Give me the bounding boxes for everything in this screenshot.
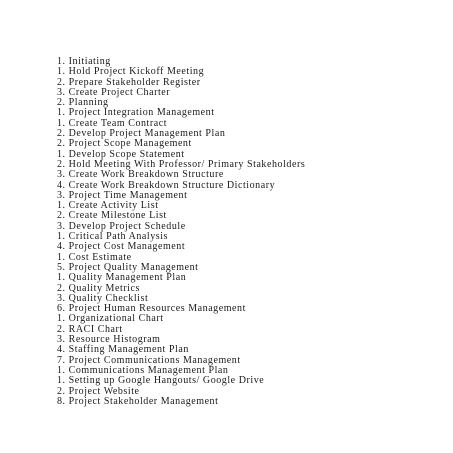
outline-item: 1. Hold Project Kickoff Meeting bbox=[57, 66, 205, 78]
outline-item: 3. Project Time Management bbox=[57, 189, 188, 201]
outline-item: 3. Create Project Charter bbox=[57, 86, 171, 98]
outline-item: 3. Resource Histogram bbox=[57, 334, 161, 346]
outline-item: 1. Cost Estimate bbox=[57, 251, 132, 263]
outline-item: 1. Critical Path Analysis bbox=[57, 231, 168, 243]
outline-item: 2. Planning bbox=[57, 97, 109, 109]
outline-item: 2. Hold Meeting With Professor/ Primary Stakeholders bbox=[57, 158, 306, 170]
outline-item: 1. Create Team Contract bbox=[57, 117, 168, 129]
outline-item: 1. Communications Management Plan bbox=[57, 364, 229, 376]
outline-item: 6. Project Human Resources Management bbox=[57, 303, 246, 315]
outline-item: 4. Create Work Breakdown Structure Dictionary bbox=[57, 179, 276, 191]
outline-item: 4. Staffing Management Plan bbox=[57, 344, 189, 356]
outline-item: 2. Create Milestone List bbox=[57, 210, 167, 222]
outline-item: 2. Prepare Stakeholder Register bbox=[57, 76, 201, 88]
outline-item: 2. Project Scope Management bbox=[57, 138, 192, 150]
outline-item: 1. Project Integration Management bbox=[57, 107, 215, 119]
outline-item: 1. Setting up Google Hangouts/ Google Drive bbox=[57, 375, 265, 387]
outline-item: 3. Develop Project Schedule bbox=[57, 220, 186, 232]
outline-item: 5. Project Quality Management bbox=[57, 261, 199, 273]
project-outline-list bbox=[57, 57, 305, 407]
outline-item: 3. Quality Checklist bbox=[57, 292, 149, 304]
outline-item: 1. Develop Scope Statement bbox=[57, 148, 185, 160]
outline-item: 8. Project Stakeholder Management bbox=[57, 395, 219, 407]
outline-item: 2. Develop Project Management Plan bbox=[57, 128, 226, 140]
outline-item: 3. Create Work Breakdown Structure bbox=[57, 169, 224, 181]
outline-item: 2. Quality Metrics bbox=[57, 282, 140, 294]
outline-item: 4. Project Cost Management bbox=[57, 241, 186, 253]
outline-item: 1. Initiating bbox=[57, 56, 111, 67]
outline-item: 2. RACI Chart bbox=[57, 323, 123, 335]
outline-item: 1. Create Activity List bbox=[57, 200, 159, 212]
outline-item: 1. Organizational Chart bbox=[57, 313, 164, 325]
outline-item: 2. Project Website bbox=[57, 385, 140, 397]
outline-item: 7. Project Communications Management bbox=[57, 354, 241, 366]
outline-item: 1. Quality Management Plan bbox=[57, 272, 187, 284]
